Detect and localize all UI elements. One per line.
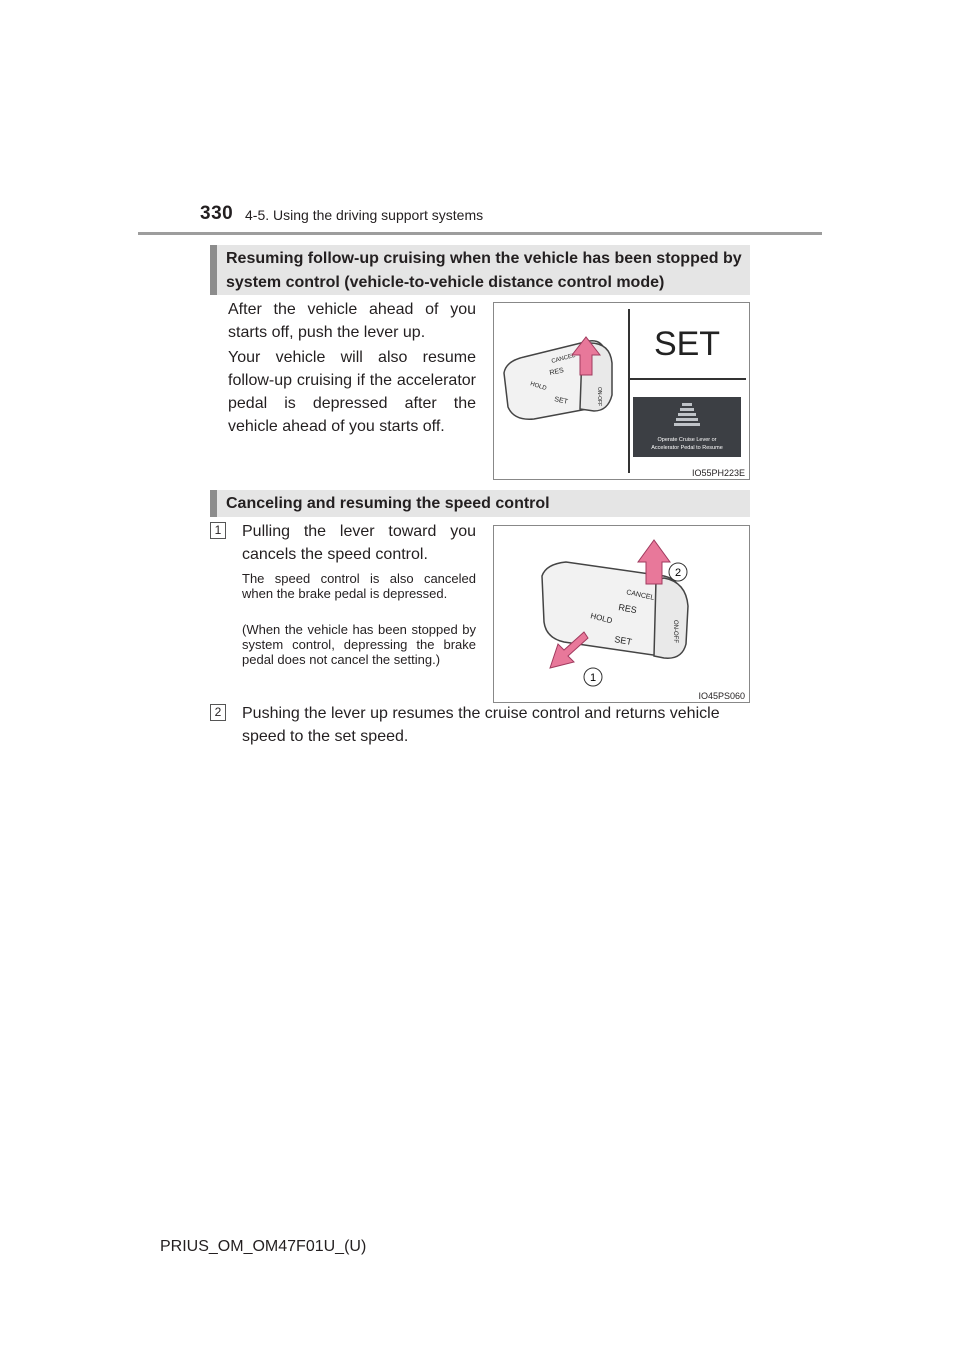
page-number: 330 — [200, 203, 234, 224]
lever-onoff-label: ON-OFF — [672, 620, 678, 643]
screen-message-line-2: Accelerator Pedal to Resume — [651, 445, 723, 451]
step-1-note-system-stop: (When the vehicle has been stopped by system control, depressing the brake pedal does not cancel the setting.) — [242, 622, 476, 667]
lever-hold-label: HOLD — [589, 611, 614, 626]
lever-set-label: SET — [613, 634, 633, 648]
figure-code: IO55PH223E — [691, 468, 745, 478]
cruise-lever-tip — [654, 578, 688, 658]
callout-2-number: 2 — [674, 567, 682, 579]
lever-res-label: RES — [617, 602, 638, 616]
lever-cancel-resume-illustration — [494, 526, 749, 702]
step-2-number: 2 — [210, 704, 226, 721]
header-divider — [138, 232, 822, 235]
footer-document-id: PRIUS_OM_OM47F01U_(U) — [160, 1238, 367, 1255]
lever-cancel-label: CANCEL — [625, 589, 655, 602]
paragraph-accelerator-resume: Your vehicle will also resume follow-up cruising if the accelerator pedal is depressed after the vehicle ahead of you starts off. — [228, 349, 476, 435]
lever-set-label: SET — [553, 396, 569, 406]
display-set-text: SET — [653, 325, 721, 363]
step-1-text: Pulling the lever toward you cancels the speed control. — [242, 523, 476, 563]
lever-hold-label: HOLD — [529, 381, 548, 393]
callout-1-number: 1 — [589, 672, 597, 684]
paragraph-push-lever-up: After the vehicle ahead of you starts off, push the lever up. — [228, 301, 476, 341]
section-title: 4-5. Using the driving support systems — [245, 207, 484, 223]
figure-lever-push-up-and-display — [493, 302, 750, 480]
figure-lever-cancel-resume — [493, 525, 750, 703]
screen-message-line-1: Operate Cruise Lever or — [657, 437, 717, 443]
lever-display-illustration — [494, 303, 749, 479]
section-heading-resume-follow-up: Resuming follow-up cruising when the vehicle has been stopped by system control (vehicle-to-vehicle distance control mode) — [210, 245, 750, 295]
step-1-note-brake: The speed control is also canceled when the brake pedal is depressed. — [242, 571, 476, 601]
lever-onoff-label: ON-OFF — [596, 387, 602, 407]
figure-code: IO45PS060 — [698, 691, 745, 701]
lever-res-label: RES — [548, 367, 565, 377]
step-1-number: 1 — [210, 522, 226, 539]
lever-cancel-label: CANCEL — [550, 352, 577, 365]
step-2-text: Pushing the lever up resumes the cruise control and returns vehicle speed to the set speed. — [242, 705, 720, 745]
section-heading-cancel-resume: Canceling and resuming the speed control — [210, 490, 750, 517]
